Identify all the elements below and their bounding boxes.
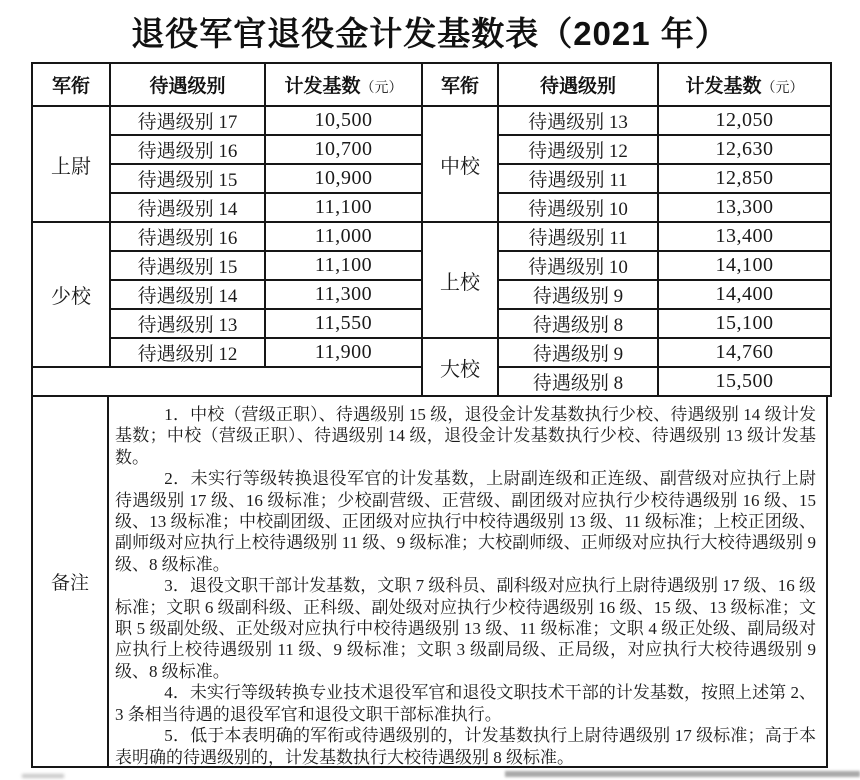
base-cell: 11,100 [265, 251, 422, 280]
table-row [32, 106, 422, 135]
level-cell: 待遇级别 10 [498, 251, 658, 280]
level-cell: 待遇级别 15 [110, 164, 265, 193]
empty-cell [32, 367, 422, 396]
page-title: 退役军官退役金计发基数表（2021 年） [131, 15, 729, 52]
level-cell: 待遇级别 16 [110, 222, 265, 251]
level-cell: 待遇级别 15 [110, 251, 265, 280]
level-cell: 待遇级别 17 [110, 106, 265, 135]
header-row [422, 63, 831, 106]
level-cell: 待遇级别 9 [498, 338, 658, 367]
base-cell: 12,050 [658, 106, 831, 135]
empty-row [32, 367, 422, 396]
col-header-level: 待遇级别 [110, 63, 265, 106]
col-header-base-text: 计发基数 [685, 76, 762, 97]
rank-cell: 少校 [32, 222, 110, 367]
scan-artifact [22, 774, 64, 778]
header-row [32, 63, 422, 106]
table-row [422, 338, 831, 367]
rank-table-left [31, 62, 423, 397]
base-cell: 12,630 [658, 135, 831, 164]
col-header-base [265, 63, 422, 106]
base-cell: 15,500 [658, 367, 831, 396]
col-header-rank: 军衔 [422, 63, 498, 106]
pay-base-table [31, 62, 828, 768]
note-item: 5．低于本表明确的军衔或待遇级别的，计发基数执行上尉待遇级别 17 级标准；高于本表明确的待遇级别的，计发基数执行大校待遇级别 8 级标准。 [115, 726, 816, 767]
level-cell: 待遇级别 9 [498, 280, 658, 309]
base-cell: 15,100 [658, 309, 831, 338]
level-cell: 待遇级别 8 [498, 367, 658, 396]
col-header-base [658, 63, 831, 106]
level-cell: 待遇级别 14 [110, 280, 265, 309]
col-header-rank: 军衔 [32, 63, 110, 106]
level-cell: 待遇级别 16 [110, 135, 265, 164]
base-cell: 14,400 [658, 280, 831, 309]
rank-tables-row [31, 62, 828, 397]
notes-content [109, 397, 826, 766]
col-header-base-unit: （元） [360, 81, 403, 96]
col-header-base-text: 计发基数 [284, 76, 361, 97]
rank-cell: 中校 [422, 106, 498, 222]
base-cell: 11,900 [265, 338, 422, 367]
base-cell: 13,300 [658, 193, 831, 222]
table-row [422, 222, 831, 251]
table-row [422, 106, 831, 135]
base-cell: 11,000 [265, 222, 422, 251]
base-cell: 14,760 [658, 338, 831, 367]
base-cell: 11,300 [265, 280, 422, 309]
col-header-base-unit: （元） [761, 81, 804, 96]
level-cell: 待遇级别 10 [498, 193, 658, 222]
note-item: 2．未实行等级转换退役军官的计发基数，上尉副连级和正连级、副营级对应执行上尉待遇级别 17 级、16 级标准；少校副营级、正营级、副团级对应执行少校待遇级别 16 级、15 级、13 级标准；中校副团级、正团级对应执行中校待遇级别 13 级、11 级标准；上校正团级、副师级对应执行上校待遇级别 11 级、9 级标准；大校副师级、正师级对应执行大校待遇级别 9 级、8 级标准。 [115, 469, 816, 574]
scan-artifact [505, 771, 860, 777]
rank-cell: 大校 [422, 338, 498, 396]
base-cell: 13,400 [658, 222, 831, 251]
base-cell: 11,550 [265, 309, 422, 338]
notes-label: 备注 [33, 397, 109, 766]
rank-cell: 上校 [422, 222, 498, 338]
base-cell: 10,500 [265, 106, 422, 135]
base-cell: 10,700 [265, 135, 422, 164]
level-cell: 待遇级别 13 [110, 309, 265, 338]
rank-table-right [421, 62, 832, 397]
level-cell: 待遇级别 12 [110, 338, 265, 367]
col-header-level: 待遇级别 [498, 63, 658, 106]
notes-section [31, 397, 828, 768]
note-item: 1．中校（营级正职）、待遇级别 15 级，退役金计发基数执行少校、待遇级别 14 级计发基数；中校（营级正职）、待遇级别 14 级，退役金计发基数执行少校、待遇级别 13 级计发基数。 [115, 405, 816, 467]
note-item: 4．未实行等级转换专业技术退役军官和退役文职技术干部的计发基数，按照上述第 2、3 条相当待遇的退役军官和退役文职干部标准执行。 [115, 683, 816, 724]
base-cell: 10,900 [265, 164, 422, 193]
level-cell: 待遇级别 12 [498, 135, 658, 164]
base-cell: 14,100 [658, 251, 831, 280]
level-cell: 待遇级别 8 [498, 309, 658, 338]
rank-cell: 上尉 [32, 106, 110, 222]
note-item: 3．退役文职干部计发基数，文职 7 级科员、副科级对应执行上尉待遇级别 17 级、16 级标准；文职 6 级副科级、正科级、副处级对应执行少校待遇级别 16 级、15 级、13 级标准；文职 5 级副处级、正处级对应执行中校待遇级别 13 级、11 级标准；文职 4 级正处级、副局级对应执行上校待遇级别 11 级、9 级标准；文职 3 级副局级、正局级，对应执行大校待遇级别 9 级、8 级标准。 [115, 576, 816, 681]
level-cell: 待遇级别 13 [498, 106, 658, 135]
base-cell: 11,100 [265, 193, 422, 222]
level-cell: 待遇级别 11 [498, 164, 658, 193]
base-cell: 12,850 [658, 164, 831, 193]
table-row [32, 222, 422, 251]
level-cell: 待遇级别 11 [498, 222, 658, 251]
level-cell: 待遇级别 14 [110, 193, 265, 222]
